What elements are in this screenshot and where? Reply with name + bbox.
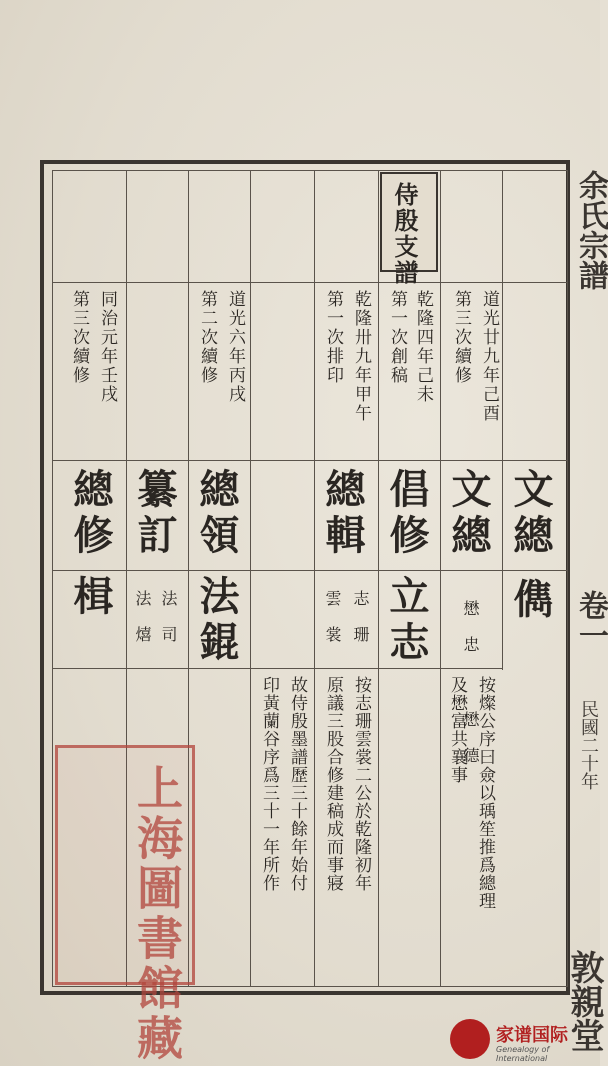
col6-edition-year: 同治元年壬戌 [97,290,117,404]
col5-role: 纂訂 [131,468,178,560]
logo-cn-text: 家谱国际 [496,1025,568,1046]
col5-name-b: 法熺 [133,590,152,662]
col3-edition-count: 第一次排印 [323,290,343,385]
col1-names: 懋忠 懋德 [461,600,480,783]
col-divider [502,170,503,670]
row-divider [52,460,568,461]
col3-role: 總輯 [319,468,366,560]
genealogy-watermark-logo [450,1015,600,1063]
row-divider [52,282,568,283]
logo-en-text: Genealogy of International [496,1045,550,1063]
col4-role: 總領 [193,468,240,560]
side-title-text: 余氏宗譜 [573,170,608,290]
col6-name: 楫 [67,575,114,621]
col3-note1: 按志珊雲裳二公於乾隆初年 [351,676,371,892]
col3-name-a: 志珊 [351,590,370,662]
col1-role-b: 文總 [507,468,554,560]
col1-note2: 及懋富共襄事 [447,676,467,784]
row-divider [52,668,502,669]
seal-text: 上海圖書館藏 [130,764,184,1064]
row-divider [52,570,568,571]
col-divider [314,170,315,987]
col2-name: 立志 [383,575,430,667]
col4-edition-year: 道光六年丙戌 [225,290,245,404]
col3-note2: 原議三股合修建稿成而事寢 [323,676,343,892]
col6-role: 總修 [67,468,114,560]
col4-edition-count: 第二次續修 [197,290,217,385]
col1-name-b: 儁 [507,578,554,624]
col3-name-b: 雲裳 [323,590,342,662]
col2-edition-count: 第一次創稿 [387,290,407,385]
col4-name: 法錕 [193,575,240,667]
col5-name-a: 法司 [159,590,178,662]
side-hall: 敦親堂 [564,950,604,1052]
logo-emblem-icon [450,1019,490,1059]
col2-edition-year: 乾隆四年己未 [413,290,433,404]
col1-note: 按燦公序曰僉以瑀笙推爲總理 [475,676,495,910]
library-seal-stamp [55,745,195,1064]
side-volume: 卷一 [573,590,608,650]
col3-note4: 印黃蘭谷序爲三十一年所作 [259,676,279,892]
col1-edition-year: 道光廿九年己酉 [479,290,499,423]
col3-edition-year: 乾隆卅九年甲午 [351,290,371,423]
col-divider [378,170,379,987]
col6-edition-count: 第三次續修 [69,290,89,385]
col-divider [440,170,441,987]
col2-role: 倡修 [383,468,430,560]
side-date: 民國二十年 [578,700,599,790]
col1-edition-count: 第三次續修 [451,290,471,385]
col1-role: 文總 [445,468,492,560]
col3-note3: 故侍殷墨譜歷三十餘年始付 [287,676,307,892]
branch-title-box [380,172,438,286]
col-divider [250,170,251,987]
branch-title: 侍殷支譜 [390,182,419,286]
